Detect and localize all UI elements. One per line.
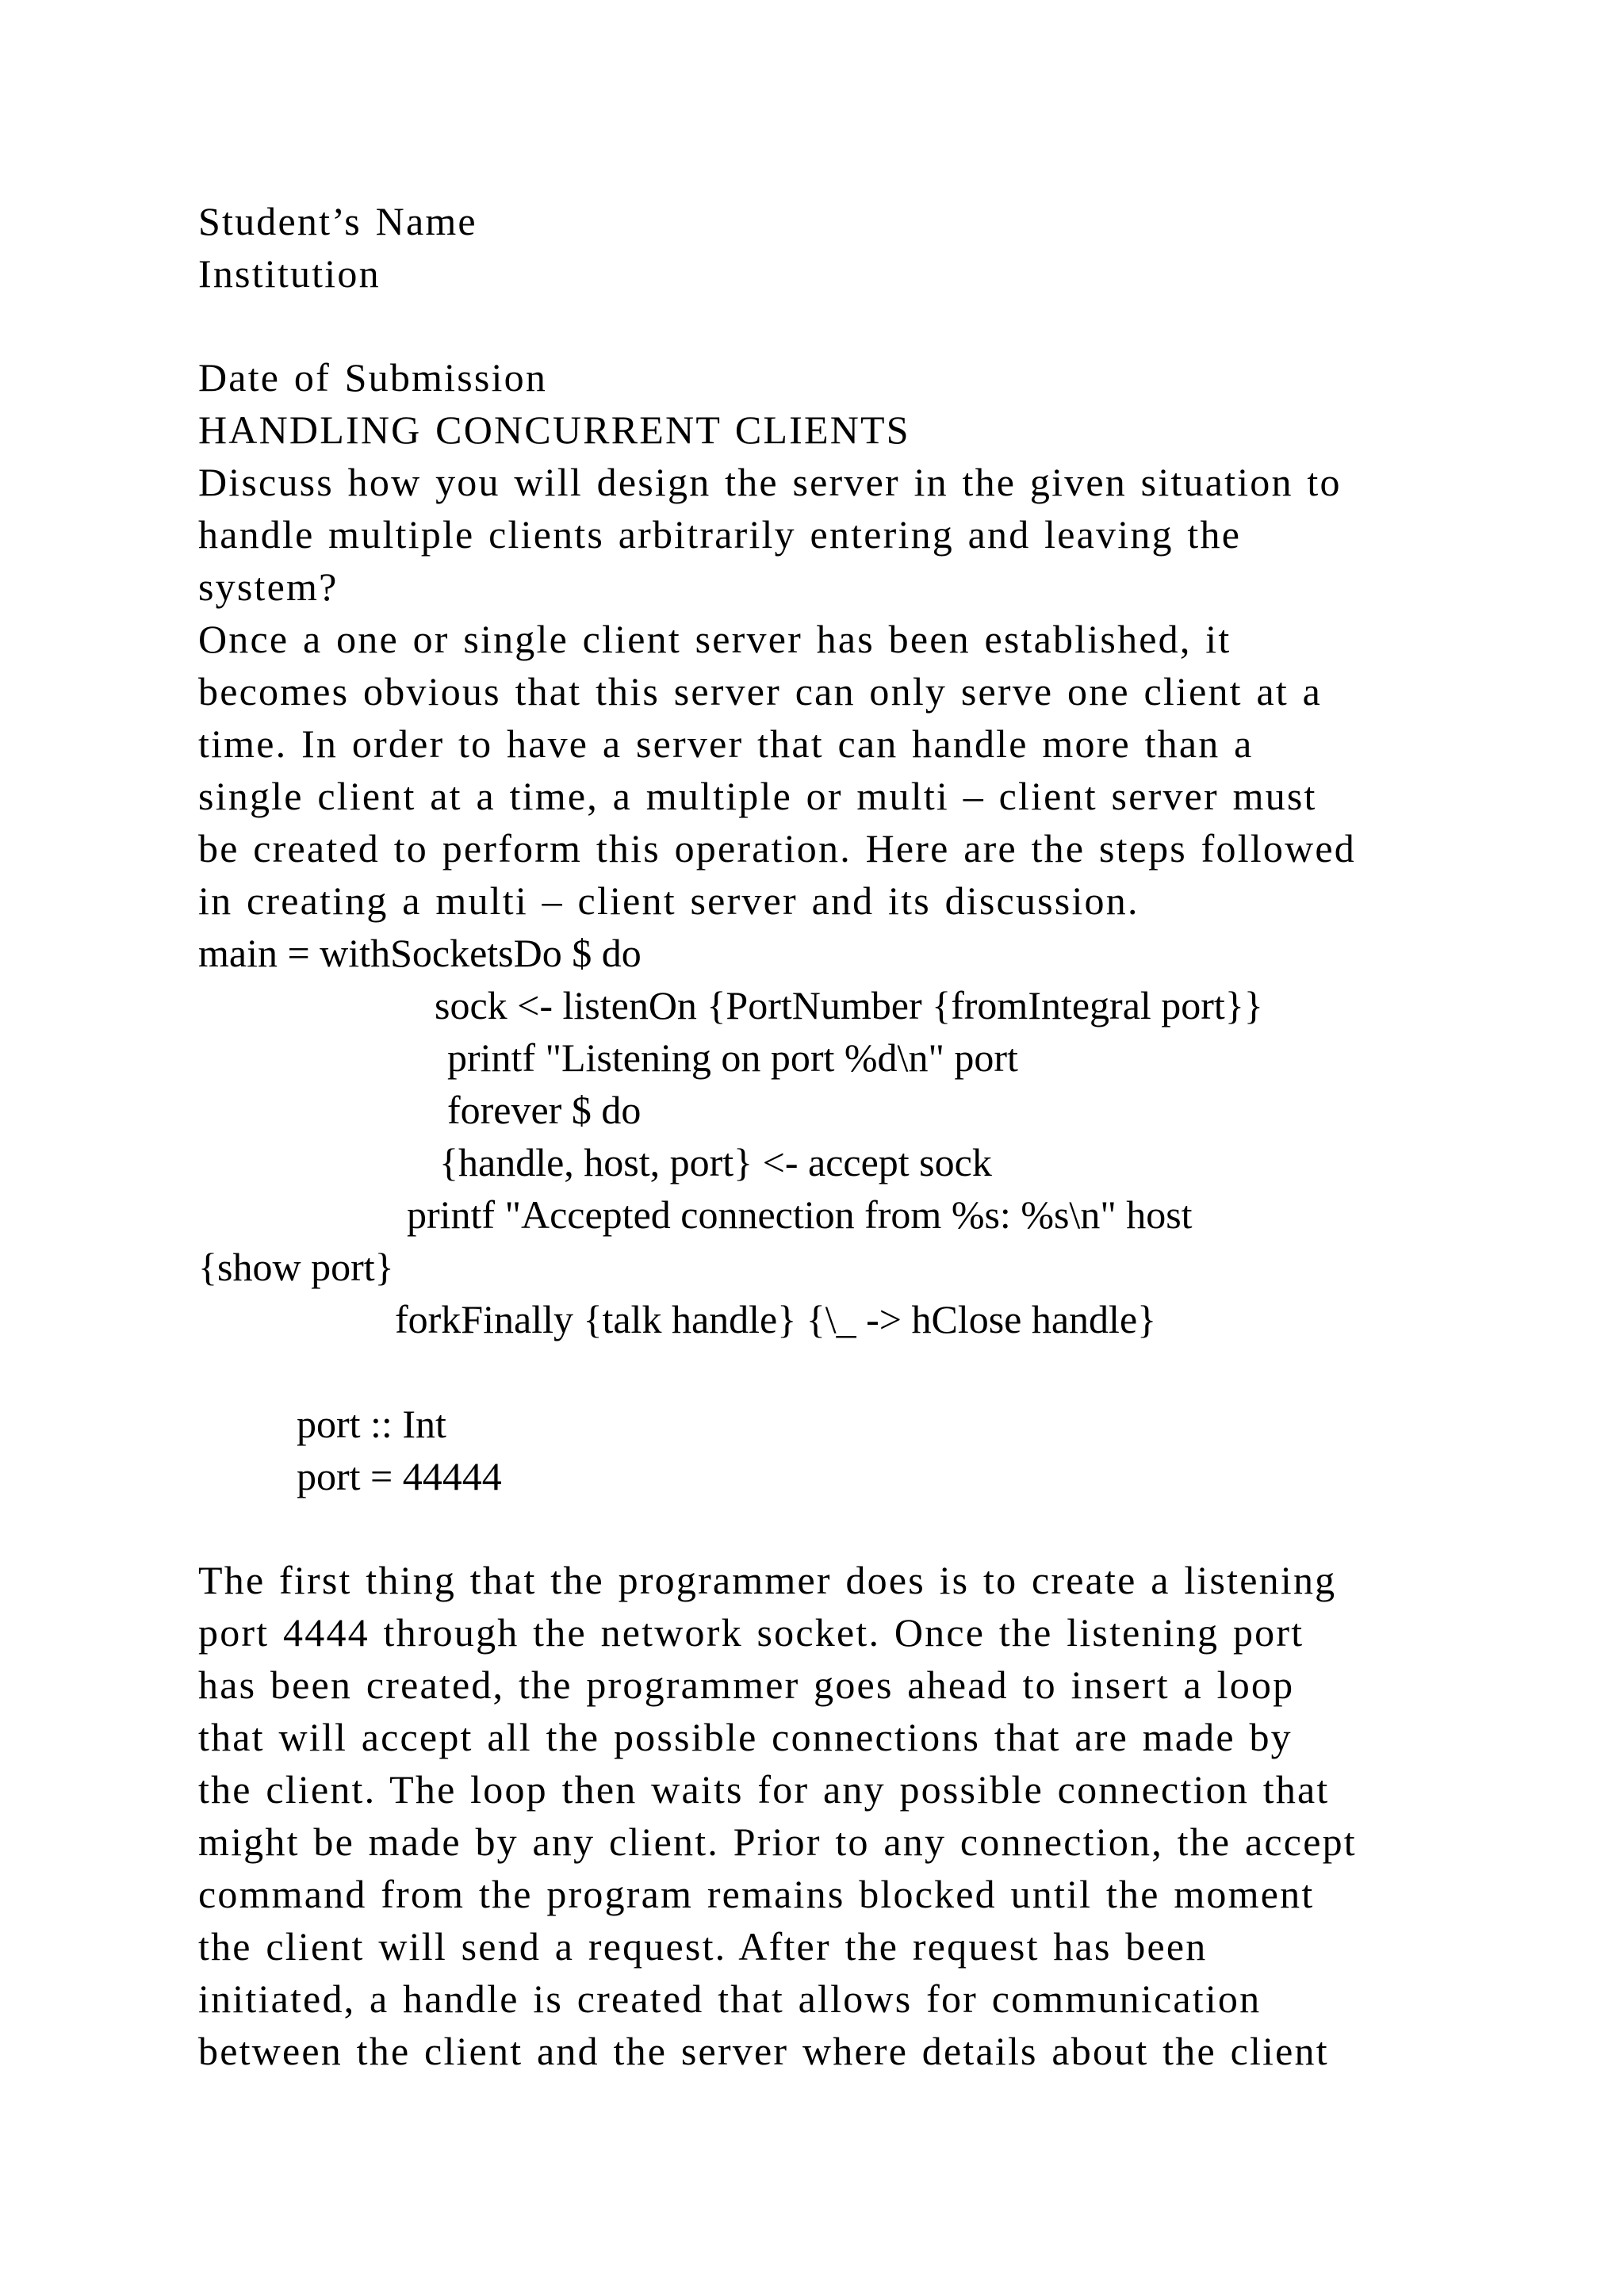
code-line: printf "Accepted connection from %s: %s\n" host — [407, 1192, 1193, 1237]
paragraph-line: initiated, a handle is created that allows for communication — [198, 1976, 1262, 2021]
submission-date: Date of Submission — [198, 355, 548, 400]
code-line: port :: Int — [297, 1402, 446, 1446]
document-title: HANDLING CONCURRENT CLIENTS — [198, 408, 910, 452]
institution: Institution — [198, 251, 381, 296]
paragraph-line: time. In order to have a server that can handle more than a — [198, 721, 1254, 766]
paragraph-line: single client at a time, a multiple or multi – client server must — [198, 774, 1317, 818]
paragraph-line: becomes obvious that this server can only serve one client at a — [198, 669, 1323, 714]
paragraph-line: Once a one or single client server has been established, it — [198, 617, 1231, 661]
question-line: Discuss how you will design the server in the given situation to — [198, 460, 1342, 504]
paragraph-line: in creating a multi – client server and its discussion. — [198, 878, 1139, 923]
paragraph-line: might be made by any client. Prior to any connection, the accept — [198, 1820, 1357, 1864]
code-line: printf "Listening on port %d\n" port — [447, 1035, 1018, 1080]
code-line: port = 44444 — [297, 1454, 502, 1498]
paragraph-line: that will accept all the possible connections that are made by — [198, 1715, 1293, 1759]
paragraph-line: between the client and the server where details about the client — [198, 2029, 1329, 2073]
code-line: {handle, host, port} <- accept sock — [439, 1140, 992, 1184]
paragraph-line: has been created, the programmer goes ahead to insert a loop — [198, 1663, 1295, 1707]
code-line: forever $ do — [447, 1088, 642, 1132]
paragraph-line: the client will send a request. After the request has been — [198, 1924, 1208, 1969]
code-line: sock <- listenOn {PortNumber {fromIntegral port}} — [435, 983, 1263, 1027]
code-line: main = withSocketsDo $ do — [198, 931, 642, 975]
code-line: {show port} — [198, 1245, 394, 1289]
paragraph-line: The first thing that the programmer does is to create a listening — [198, 1558, 1337, 1602]
paragraph-line: port 4444 through the network socket. Once the listening port — [198, 1610, 1304, 1655]
question-line: handle multiple clients arbitrarily entering and leaving the — [198, 512, 1242, 557]
code-line: forkFinally {talk handle} {\_ -> hClose handle} — [395, 1297, 1157, 1341]
paragraph-line: the client. The loop then waits for any possible connection that — [198, 1767, 1330, 1812]
question-line: system? — [198, 564, 339, 609]
paragraph-line: command from the program remains blocked until the moment — [198, 1872, 1315, 1916]
student-name: Student’s Name — [198, 199, 477, 243]
paragraph-line: be created to perform this operation. Here are the steps followed — [198, 826, 1356, 871]
